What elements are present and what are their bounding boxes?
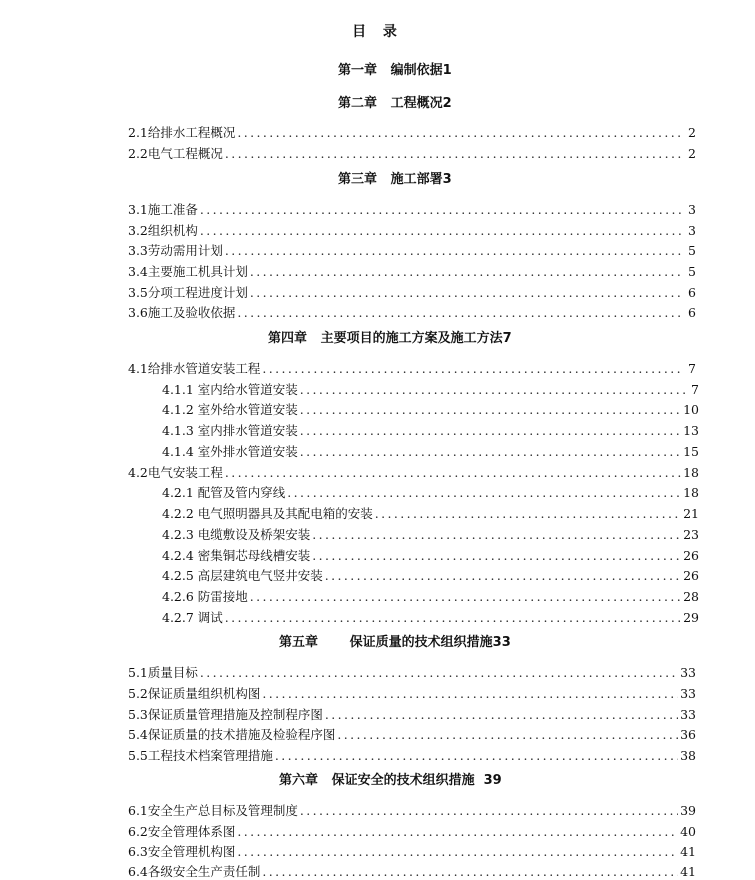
leader-dots xyxy=(237,305,684,320)
entry-title: 4.2.5 高层建筑电气竖井安装 xyxy=(162,568,323,583)
leader-dots xyxy=(300,402,681,417)
leader-dots xyxy=(237,125,684,140)
entry-page: 6 xyxy=(688,305,696,320)
leader-dots xyxy=(312,527,681,542)
toc-entry[interactable] xyxy=(128,801,696,819)
entry-title: 4.2.7 调试 xyxy=(162,610,223,625)
leader-dots xyxy=(262,686,678,701)
entry-title: 电气安装工程 xyxy=(147,465,223,480)
leader-dots xyxy=(275,748,678,763)
chapter-3-heading[interactable]: 第三章 施工部署3 xyxy=(338,172,452,187)
leader-dots xyxy=(200,223,684,238)
chapter-6-heading[interactable]: 第六章 保证安全的技术组织措施 39 xyxy=(279,773,502,788)
entry-page: 33 xyxy=(680,686,696,701)
toc-subentry[interactable] xyxy=(162,421,699,439)
entry-page: 39 xyxy=(680,803,696,818)
entry-page: 23 xyxy=(683,527,699,542)
toc-subentry[interactable] xyxy=(162,608,699,626)
entry-page: 18 xyxy=(683,465,699,480)
leader-dots xyxy=(325,568,681,583)
leader-dots xyxy=(225,146,684,161)
toc-subentry[interactable] xyxy=(162,483,699,501)
entry-page: 38 xyxy=(680,748,696,763)
entry-number: 3.1 xyxy=(128,202,148,217)
toc-entry[interactable] xyxy=(128,684,696,702)
entry-title: 各级安全生产责任制 xyxy=(147,864,261,879)
entry-title: 给排水工程概况 xyxy=(147,125,236,140)
entry-number: 3.4 xyxy=(128,264,148,279)
entry-page: 41 xyxy=(680,864,696,879)
toc-subentry[interactable] xyxy=(162,546,699,564)
entry-number: 4.2 xyxy=(128,465,148,480)
leader-dots xyxy=(225,610,681,625)
entry-page: 2 xyxy=(688,125,696,140)
entry-page: 28 xyxy=(683,589,699,604)
toc-entry[interactable] xyxy=(128,123,696,141)
chapter-2-heading[interactable]: 第二章 工程概况2 xyxy=(338,96,452,111)
chapter-5-heading[interactable]: 第五章 保证质量的技术组织措施33 xyxy=(279,635,511,650)
leader-dots xyxy=(225,465,681,480)
entry-page: 6 xyxy=(688,285,696,300)
entry-title: 4.1.4 室外排水管道安装 xyxy=(162,444,298,459)
toc-title: 目 录 xyxy=(352,24,403,40)
leader-dots xyxy=(250,285,684,300)
toc-entry[interactable] xyxy=(128,221,696,239)
toc-entry[interactable] xyxy=(128,746,696,764)
entry-title: 保证质量组织机构图 xyxy=(147,686,261,701)
leader-dots xyxy=(325,707,678,722)
entry-page: 7 xyxy=(691,382,699,397)
entry-title: 安全管理体系图 xyxy=(147,824,236,839)
leader-dots xyxy=(250,264,684,279)
entry-page: 15 xyxy=(683,444,699,459)
toc-subentry[interactable] xyxy=(162,442,699,460)
entry-number: 3.5 xyxy=(128,285,148,300)
entry-title: 给排水管道安装工程 xyxy=(147,361,261,376)
entry-page: 3 xyxy=(688,223,696,238)
toc-subentry[interactable] xyxy=(162,587,699,605)
leader-dots xyxy=(300,423,681,438)
entry-title: 工程技术档案管理措施 xyxy=(147,748,273,763)
entry-number: 3.3 xyxy=(128,243,148,258)
toc-entry[interactable] xyxy=(128,663,696,681)
chapter-4-heading[interactable]: 第四章 主要项目的施工方案及施工方法7 xyxy=(268,331,512,346)
toc-subentry[interactable] xyxy=(162,380,699,398)
entry-title: 安全管理机构图 xyxy=(147,844,236,859)
chapter-1-heading[interactable]: 第一章 编制依据1 xyxy=(338,63,452,78)
entry-page: 40 xyxy=(680,824,696,839)
toc-entry[interactable] xyxy=(128,359,696,377)
entry-title: 劳动需用计划 xyxy=(147,243,223,258)
entry-page: 13 xyxy=(683,423,699,438)
leader-dots xyxy=(312,548,681,563)
entry-page: 21 xyxy=(683,506,699,521)
entry-number: 6.1 xyxy=(128,803,148,818)
entry-number: 5.2 xyxy=(128,686,148,701)
toc-entry[interactable] xyxy=(128,241,696,259)
entry-page: 26 xyxy=(683,548,699,563)
leader-dots xyxy=(287,485,681,500)
entry-number: 5.1 xyxy=(128,665,148,680)
entry-title: 组织机构 xyxy=(147,223,198,238)
leader-dots xyxy=(200,202,684,217)
entry-number: 3.6 xyxy=(128,305,148,320)
entry-page: 36 xyxy=(680,727,696,742)
toc-entry[interactable] xyxy=(128,463,699,481)
entry-title: 保证质量管理措施及控制程序图 xyxy=(147,707,323,722)
entry-number: 5.4 xyxy=(128,727,148,742)
entry-page: 29 xyxy=(683,610,699,625)
entry-title: 4.2.2 电气照明器具及其配电箱的安装 xyxy=(162,506,373,521)
toc-entry[interactable] xyxy=(128,144,696,162)
entry-page: 26 xyxy=(683,568,699,583)
entry-page: 10 xyxy=(683,402,699,417)
toc-entry[interactable] xyxy=(128,822,696,840)
entry-title: 4.1.1 室内给水管道安装 xyxy=(162,382,298,397)
toc-entry[interactable] xyxy=(128,262,696,280)
entry-page: 3 xyxy=(688,202,696,217)
leader-dots xyxy=(237,844,678,859)
entry-title: 4.1.2 室外给水管道安装 xyxy=(162,402,298,417)
entry-page: 33 xyxy=(680,707,696,722)
toc-entry[interactable] xyxy=(128,725,696,743)
leader-dots xyxy=(300,803,678,818)
entry-number: 4.1 xyxy=(128,361,148,376)
leader-dots xyxy=(250,589,681,604)
entry-title: 4.2.4 密集铜芯母线槽安装 xyxy=(162,548,311,563)
entry-title: 保证质量的技术措施及检验程序图 xyxy=(147,727,336,742)
entry-page: 7 xyxy=(688,361,696,376)
entry-number: 6.2 xyxy=(128,824,148,839)
entry-title: 分项工程进度计划 xyxy=(147,285,248,300)
entry-title: 安全生产总目标及管理制度 xyxy=(147,803,298,818)
entry-page: 41 xyxy=(680,844,696,859)
entry-number: 5.3 xyxy=(128,707,148,722)
entry-title: 4.2.3 电缆敷设及桥架安装 xyxy=(162,527,311,542)
leader-dots xyxy=(300,444,681,459)
entry-title: 电气工程概况 xyxy=(147,146,223,161)
entry-title: 施工准备 xyxy=(147,202,198,217)
leader-dots xyxy=(262,361,684,376)
toc-subentry[interactable] xyxy=(162,504,699,522)
toc-subentry[interactable] xyxy=(162,525,699,543)
entry-title: 4.2.1 配管及管内穿线 xyxy=(162,485,286,500)
toc-subentry[interactable] xyxy=(162,566,699,584)
entry-title: 4.1.3 室内排水管道安装 xyxy=(162,423,298,438)
toc-entry[interactable] xyxy=(128,862,696,880)
leader-dots xyxy=(225,243,684,258)
entry-page: 2 xyxy=(688,146,696,161)
entry-page: 18 xyxy=(683,485,699,500)
toc-subentry[interactable] xyxy=(162,400,699,418)
entry-page: 5 xyxy=(688,243,696,258)
leader-dots xyxy=(375,506,681,521)
entry-title: 主要施工机具计划 xyxy=(147,264,248,279)
toc-entry[interactable] xyxy=(128,303,696,321)
leader-dots xyxy=(237,824,678,839)
toc-entry[interactable] xyxy=(128,705,696,723)
leader-dots xyxy=(262,864,678,879)
entry-number: 6.3 xyxy=(128,844,148,859)
toc-entry[interactable] xyxy=(128,200,696,218)
entry-page: 5 xyxy=(688,264,696,279)
entry-title: 4.2.6 防雷接地 xyxy=(162,589,248,604)
entry-title: 质量目标 xyxy=(147,665,198,680)
entry-title: 施工及验收依据 xyxy=(147,305,236,320)
entry-number: 2.2 xyxy=(128,146,148,161)
entry-number: 2.1 xyxy=(128,125,148,140)
entry-number: 6.4 xyxy=(128,864,148,879)
leader-dots xyxy=(300,382,687,397)
leader-dots xyxy=(337,727,678,742)
entry-number: 5.5 xyxy=(128,748,148,763)
toc-entry[interactable] xyxy=(128,283,696,301)
leader-dots xyxy=(200,665,678,680)
toc-entry[interactable] xyxy=(128,842,696,860)
entry-page: 33 xyxy=(680,665,696,680)
entry-number: 3.2 xyxy=(128,223,148,238)
